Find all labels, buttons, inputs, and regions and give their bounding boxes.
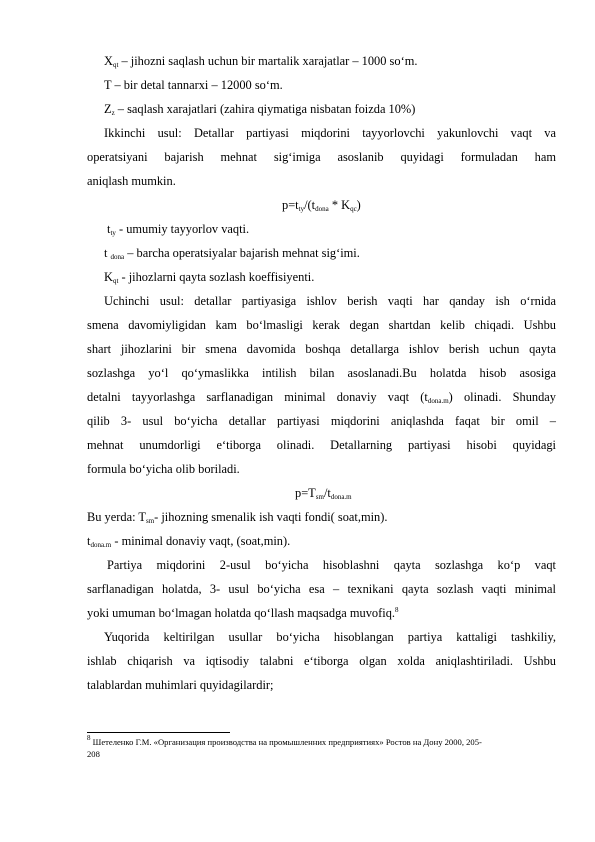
formula-2: $p=T_{sm}/t_{dona.m}$	[295, 486, 352, 501]
paragraph-line-12: shart jihozlarini bir smena davomida boshqa detallarga ishlov berish uchun qayta	[87, 342, 556, 356]
paragraph-line-5: operatsiyani bajarish mehnat sig‘imiga asoslanib quyidagi formuladan ham	[87, 150, 556, 164]
definition-line-1: $t_{ty}$ - umumiy tayyorlov vaqti.	[107, 222, 250, 237]
footnote-line-2: 208	[87, 749, 100, 759]
text-line-3: $Z_z$ – saqlash xarajatlari (zahira qiymatiga nisbatan foizda 10%)	[104, 102, 416, 117]
paragraph-line-10: Uchinchi usul: detallar partiyasiga ishlov berish vaqti har qanday ish o‘rnida	[104, 294, 556, 308]
definition-line-5: $t_{dona.m}$ - minimal donaviy vaqt, (soat,min).	[87, 534, 291, 549]
text-line-1: $X_{qt}$ – jihozni saqlash uchun bir martalik xarajatlar – 1000 so‘m.	[104, 54, 418, 69]
paragraph-line-25: talablardan muhimlari quyidagilardir;	[87, 678, 274, 692]
paragraph-line-4: Ikkinchi usul: Detallar partiyasi miqdorini tayyorlovchi yakunlovchi vaqt va	[104, 126, 556, 140]
paragraph-line-17: formula bo‘yicha olib boriladi.	[87, 462, 240, 476]
paragraph-line-16: mehnat unumdorligi e‘tiborga olinadi. Detallarning partiyasi hisobi quyidagi	[87, 438, 556, 452]
paragraph-line-13: sozlashga yo‘l qo‘ymaslikka intilish bilan asoslanadi.Bu holatda hisob asosiga	[87, 366, 556, 380]
footnote-reference[interactable]: 8	[394, 606, 399, 614]
paragraph-line-6: aniqlash mumkin.	[87, 174, 176, 188]
paragraph-line-15: qilib 3- usul bo‘yicha detallar partiyasi miqdorini aniqlashda faqat bir omil –	[87, 414, 556, 428]
paragraph-line-24: ishlab chiqarish va iqtisodiy talabni e‘tiborga olgan xolda aniqlashtiriladi. Ushbu	[87, 654, 556, 668]
paragraph-line-11: smena davomiyligidan kam bo‘lmasligi kerak degan shartdan kelib chiqadi. Ushbu	[87, 318, 556, 332]
paragraph-line-22: yoki umuman bo‘lmagan holatda qo‘llash maqsadga muvofiq.$^8$	[87, 606, 399, 620]
paragraph-line-21: sarflanadigan holatda, 3- usul bo‘yicha esa – texnikani qayta sozlash vaqti minimal	[87, 582, 556, 596]
definition-line-3: $K_{qt}$ - jihozlarni qayta sozlash koeffisiyenti.	[104, 270, 315, 285]
text-line-2: T – bir detal tannarxi – 12000 so‘m.	[104, 78, 283, 92]
footnote-line-1: $^8$ Шетеленко Г.М. «Организация производства на промышленних предприятиях» Ростов на Дону 2000, 205-	[87, 734, 482, 747]
definition-line-2: t $_{dona}$ – barcha operatsiyalar bajarish mehnat sig‘imi.	[104, 246, 360, 261]
paragraph-line-20: Partiya miqdorini 2-usul bo‘yicha hisoblashni qayta sozlashga ko‘p vaqt	[107, 558, 556, 572]
paragraph-line-14: detalni tayyorlashga sarflanadigan minimal donaviy vaqt $(t_{dona.m})$ olinadi. Shunday	[87, 390, 557, 405]
definition-line-4: Bu yerda: $T_{sm}-$ jihozning smenalik ish vaqti fondi( soat,min).	[87, 510, 388, 525]
paragraph-line-23: Yuqorida keltirilgan usullar bo‘yicha hisoblangan partiya kattaligi tashkiliy,	[104, 630, 556, 644]
footnote-separator	[87, 732, 230, 733]
formula-1: $p=t_{ty}/(t_{dona} * K_{qc})$	[282, 198, 361, 213]
